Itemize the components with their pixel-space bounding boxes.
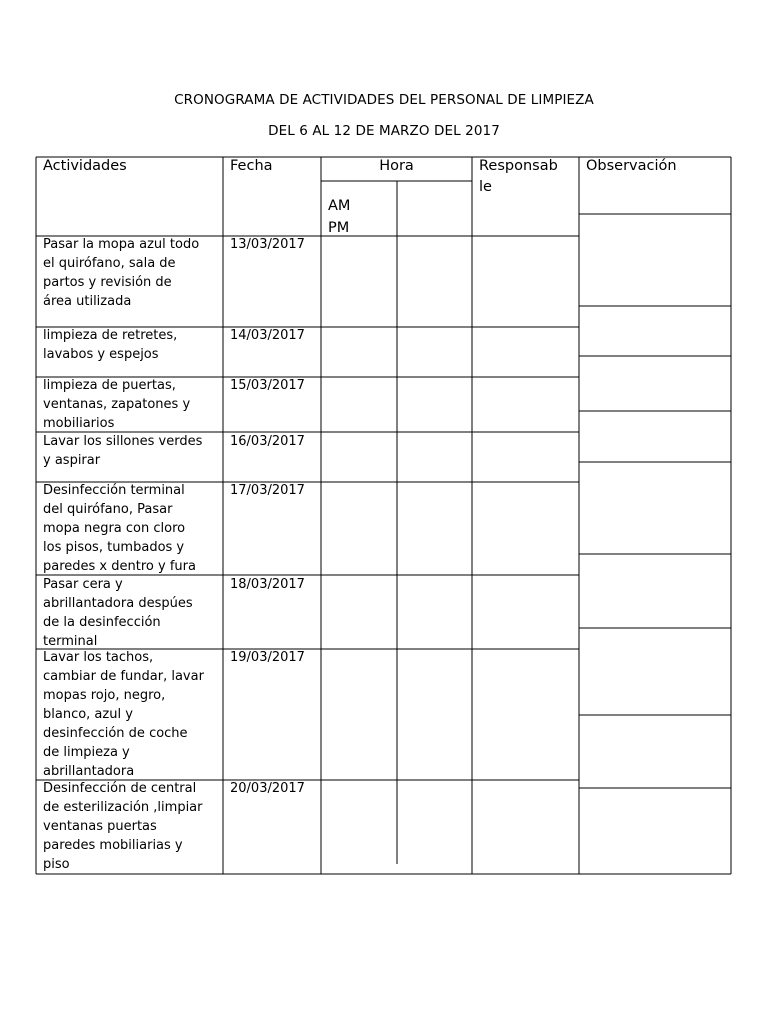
- header-responsable: Responsab le: [479, 158, 558, 195]
- row-5-fecha: 17/03/2017: [230, 483, 305, 498]
- row-7-fecha: 19/03/2017: [230, 650, 305, 665]
- row-1-fecha: 13/03/2017: [230, 237, 305, 252]
- row-1-actividad: Pasar la mopa azul todo el quirófano, sala de partos y revisión de área utilizada: [43, 237, 200, 309]
- row-5-actividad: Desinfección terminal del quirófano, Pasar mopa negra con cloro los pisos, tumbados y paredes x dentro y fura: [43, 483, 196, 574]
- header-observacion: Observación: [586, 158, 677, 174]
- document-title: CRONOGRAMA DE ACTIVIDADES DEL PERSONAL DE LIMPIEZA: [174, 92, 594, 108]
- row-2-fecha: 14/03/2017: [230, 328, 305, 343]
- row-4-fecha: 16/03/2017: [230, 434, 305, 449]
- header-fecha: Fecha: [230, 158, 273, 174]
- row-2-actividad: limpieza de retretes, lavabos y espejos: [43, 328, 178, 362]
- row-7-actividad: Lavar los tachos, cambiar de fundar, lavar mopas rojo, negro, blanco, azul y desinfección de coche de limpieza y abrillantadora: [43, 650, 204, 779]
- row-8-actividad: Desinfección de central de esterilización ,limpiar ventanas puertas paredes mobiliarias y piso: [43, 781, 203, 872]
- row-4-actividad: Lavar los sillones verdes y aspirar: [43, 434, 203, 468]
- row-6-actividad: Pasar cera y abrillantadora despúes de la desinfección terminal: [43, 577, 193, 649]
- row-6-fecha: 18/03/2017: [230, 577, 305, 592]
- header-hora: Hora: [379, 158, 414, 174]
- row-3-actividad: limpieza de puertas, ventanas, zapatones y mobiliarios: [43, 378, 191, 431]
- header-actividades: Actividades: [43, 158, 127, 174]
- row-3-fecha: 15/03/2017: [230, 378, 305, 393]
- row-8-fecha: 20/03/2017: [230, 781, 305, 796]
- header-am-pm: AM PM: [328, 198, 351, 236]
- document-subtitle: DEL 6 AL 12 DE MARZO DEL 2017: [268, 123, 500, 139]
